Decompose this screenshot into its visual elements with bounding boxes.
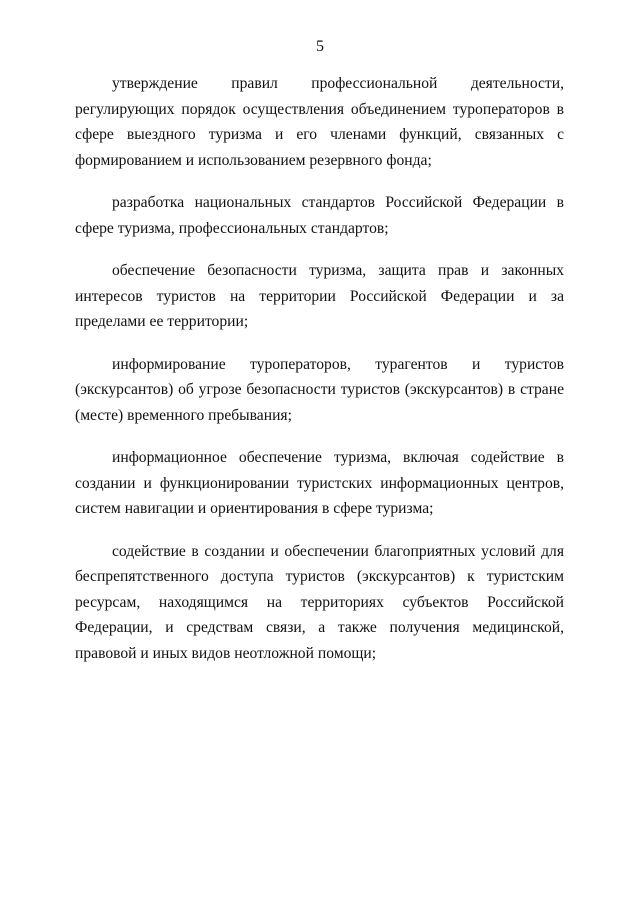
paragraph-3: обеспечение безопасности туризма, защита прав и законных интересов туристов на территории Российской Федерации и за пределами ее территории; [75,262,564,330]
paragraph-2: разработка национальных стандартов Российской Федерации в сфере туризма, профессиональных стандартов; [75,194,564,237]
document-body [75,71,564,666]
paragraph-5: информационное обеспечение туризма, включая содействие в создании и функционировании туристских информационных центров, систем навигации и ориентирования в сфере туризма; [75,449,564,517]
paragraph-1: утверждение правил профессиональной деятельности, регулирующих порядок осуществления объединением туроператоров в сфере выездного туризма и его членами функций, связанных с формированием и использованием резервного фонда; [75,75,564,169]
paragraph-4: информирование туроператоров, турагентов и туристов (экскурсантов) об угрозе безопасности туристов (экскурсантов) в стране (месте) временного пребывания; [75,355,564,424]
paragraph-6: содействие в создании и обеспечении благоприятных условий для беспрепятственного доступа туристов (экскурсантов) к туристским ресурсам, находящимся на территориях субъектов Российской Федерации, и средствам связи, а также получения медицинской, правовой и иных видов неотложной помощи; [75,542,564,662]
page-number: 5 [316,38,324,55]
